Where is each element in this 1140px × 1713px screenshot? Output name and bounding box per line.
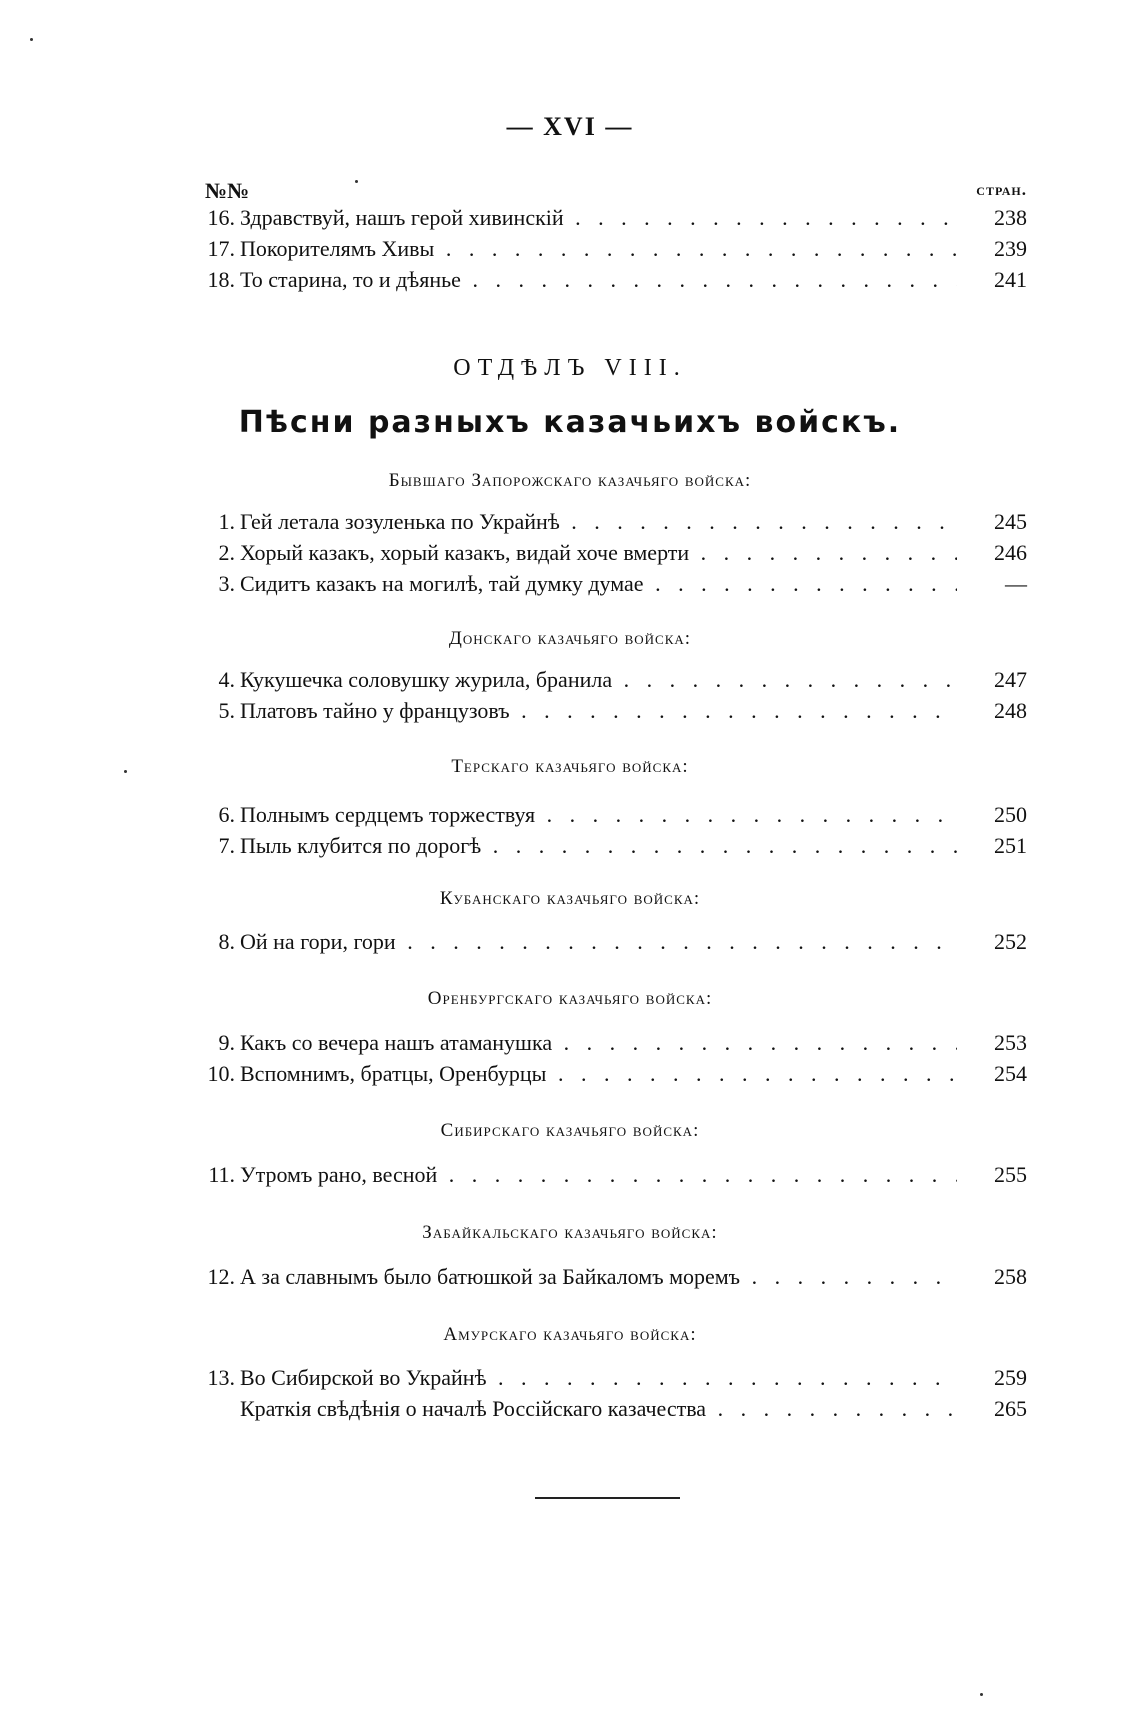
entry-page: 252 (994, 929, 1027, 954)
entry-number: 8. (218, 929, 235, 954)
entry-number: 5. (218, 698, 235, 723)
toc-group-entries (195, 1261, 1027, 1292)
toc-group-entries (195, 1159, 1027, 1190)
group-heading: Забайкальскаго казачьяго войска: (422, 1222, 718, 1243)
group-heading: Сибирскаго казачьяго войска: (440, 1120, 700, 1141)
entry-number: 1. (218, 509, 235, 534)
group-heading: Амурскаго казачьяго войска: (443, 1324, 697, 1345)
toc-entry (195, 664, 1027, 695)
entry-number: 18. (207, 267, 235, 292)
entry-page: 255 (994, 1162, 1027, 1187)
group-heading: Оренбургскаго казачьяго войска: (427, 988, 713, 1009)
toc-entry (195, 1027, 1027, 1058)
toc-entry (195, 264, 1027, 295)
entry-title: А за славнымъ было батюшкой за Байкаломъ моремъ . . . (240, 1261, 957, 1292)
column-header-page: стран. (976, 180, 1027, 199)
section-title: Пѣсни разныхъ казачьихъ войскъ. (238, 405, 902, 440)
entry-title: Сидитъ казакъ на могилѣ, тай думку думае . . . (240, 568, 957, 599)
entry-title: Гей летала зозуленька по Украйнѣ . . . (240, 506, 957, 537)
entry-number: 2. (218, 540, 235, 565)
scan-speck (30, 38, 33, 41)
entry-number: 3. (218, 571, 235, 596)
toc-entry (195, 202, 1027, 233)
entry-page: — (1005, 571, 1027, 596)
scan-speck (980, 1693, 983, 1696)
section-label: ОТДѢЛЪ VIII. (453, 355, 687, 381)
entry-number: 9. (218, 1030, 235, 1055)
entry-page: 248 (994, 698, 1027, 723)
entry-title: Ой на гори, гори . . . (240, 926, 957, 957)
entry-title: Полнымъ сердцемъ торжествуя . . . (240, 799, 957, 830)
entry-number: 10. (207, 1061, 235, 1086)
entry-title: То старина, то и дѣянье . . . (240, 264, 957, 295)
entry-page: 251 (994, 833, 1027, 858)
toc-entry (195, 1159, 1027, 1190)
group-heading: Кубанскаго казачьяго войска: (439, 888, 701, 909)
entry-title: Здравствуй, нашъ герой хивинскій . . . (240, 202, 957, 233)
toc-entry (195, 695, 1027, 726)
entry-number: 17. (207, 236, 235, 261)
entry-title: Покорителямъ Хивы . . . (240, 233, 957, 264)
entry-title: Вспомнимъ, братцы, Оренбурцы . . . (240, 1058, 957, 1089)
toc-entry (195, 537, 1027, 568)
entry-page: 265 (994, 1396, 1027, 1421)
entry-title: Хорый казакъ, хорый казакъ, видай хоче вмерти . . . (240, 537, 957, 568)
toc-group-entries (195, 1027, 1027, 1089)
entry-title: Пыль клубится по дорогѣ . . . (240, 830, 957, 861)
entry-page: 258 (994, 1264, 1027, 1289)
toc-entry (195, 233, 1027, 264)
entry-title: Утромъ рано, весной . . . (240, 1159, 957, 1190)
entry-page: 247 (994, 667, 1027, 692)
entry-page: 250 (994, 802, 1027, 827)
entry-title: Краткія свѣдѣнія о началѣ Россійскаго казачества . . . (240, 1393, 957, 1424)
scan-speck (124, 770, 127, 773)
page-number (0, 112, 1140, 142)
toc-entry (195, 568, 1027, 599)
entry-number: 4. (218, 667, 235, 692)
entry-page: 259 (994, 1365, 1027, 1390)
toc-group-entries (195, 1362, 1027, 1424)
entry-number: 16. (207, 205, 235, 230)
entry-page: 254 (994, 1061, 1027, 1086)
entry-title: Какъ со вечера нашъ атаманушка . . . (240, 1027, 957, 1058)
toc-group-entries (195, 506, 1027, 599)
entry-page: 245 (994, 509, 1027, 534)
toc-entry (195, 1261, 1027, 1292)
page-number-value: XVI (543, 112, 597, 141)
closing-rule (535, 1497, 680, 1499)
entry-page: 239 (994, 236, 1027, 261)
entry-title: Платовъ тайно у французовъ . . . (240, 695, 957, 726)
column-headers (205, 178, 1027, 202)
column-header-number: №№ (205, 178, 250, 203)
toc-entry (195, 1058, 1027, 1089)
group-heading: Донскаго казачьяго войска: (448, 628, 692, 649)
entry-number: 11. (208, 1162, 235, 1187)
group-heading: Бывшаго Запорожскаго казачьяго войска: (388, 470, 752, 491)
toc-entry (195, 926, 1027, 957)
entry-number: 13. (207, 1365, 235, 1390)
toc-group-entries (195, 799, 1027, 861)
toc-entry (195, 1362, 1027, 1393)
toc-entries-part1 (195, 202, 1027, 295)
toc-entry (195, 799, 1027, 830)
entry-number: 6. (218, 802, 235, 827)
toc-group-entries (195, 664, 1027, 726)
entry-page: 238 (994, 205, 1027, 230)
entry-title: Кукушечка соловушку журила, бранила . . . (240, 664, 957, 695)
page-number-dash-right: — (605, 112, 634, 141)
toc-entry (195, 830, 1027, 861)
group-heading: Терскаго казачьяго войска: (451, 756, 689, 777)
entry-title: Во Сибирской во Украйнѣ . . . (240, 1362, 957, 1393)
scan-speck (355, 180, 358, 183)
page-number-dash-left: — (506, 112, 535, 141)
entry-page: 246 (994, 540, 1027, 565)
entry-number: 7. (218, 833, 235, 858)
toc-entry (195, 1393, 1027, 1424)
entry-number: 12. (207, 1264, 235, 1289)
toc-entry (195, 506, 1027, 537)
entry-page: 241 (994, 267, 1027, 292)
entry-page: 253 (994, 1030, 1027, 1055)
toc-group-entries (195, 926, 1027, 957)
